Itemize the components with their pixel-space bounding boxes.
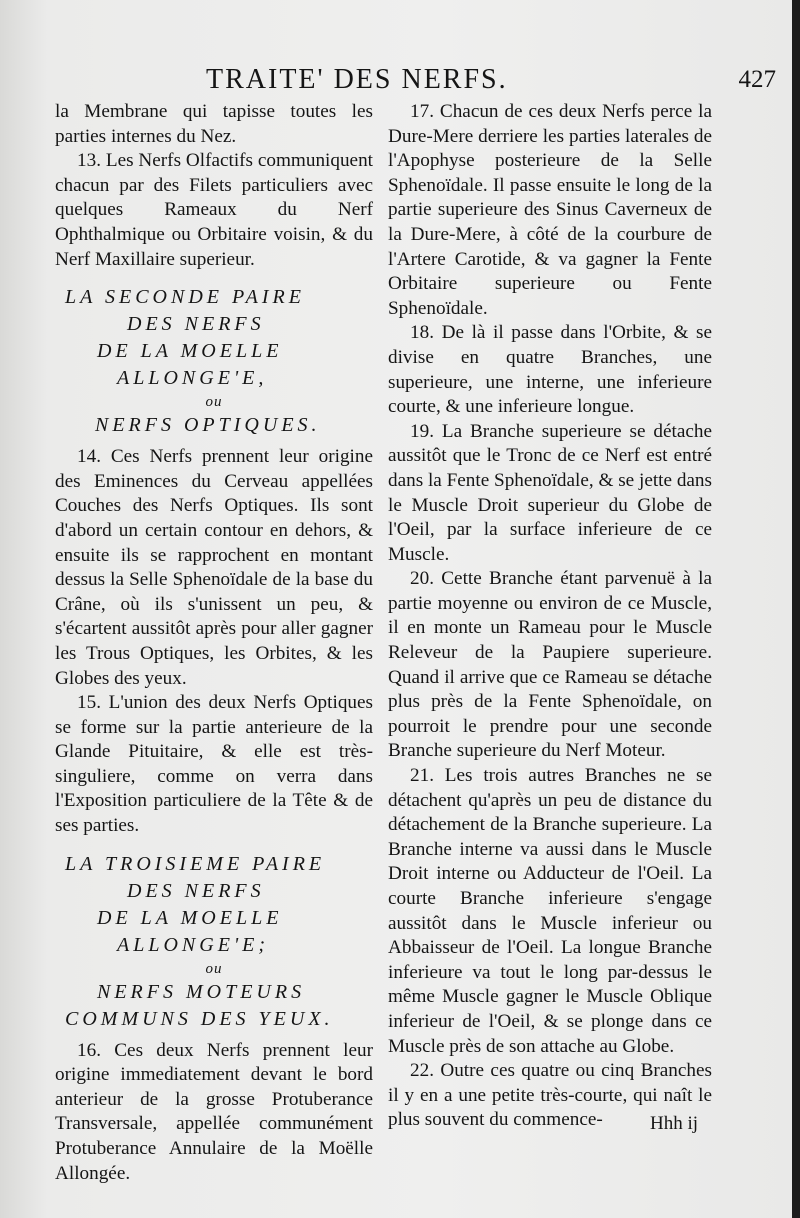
section-heading-third-pair [55, 851, 373, 1033]
paragraph-22: 22. Outre ces quatre ou cinq Branches il y en a une petite très-courte, qui naît le plus souvent du commence- [388, 1060, 712, 1131]
paragraph-18: 18. De là il passe dans l'Orbite, & se divise en quatre Branches, une superieure, une interne, une inferieure courte, & une inferieure longue. [388, 322, 712, 418]
section-heading-second-pair [55, 284, 373, 439]
heading-line: NERFS OPTIQUES. [95, 414, 321, 437]
paragraph-21: 21. Les trois autres Branches ne se détachent qu'après un peu de distance du détachement de la Branche superieure. La Branche interne va aussi dans le Muscle Droit interne ou Adducteur de l'Oeil. La courte Branche inferieure s'engage aussitôt dans le Muscle inferieur ou Abbaisseur de l'Oeil. La longue Branche inferieure va tout le long par-dessus le même Muscle gagner le Muscle Oblique inferieur de l'Oeil, & se plonge dans ce Muscle près de son attache au Globe. [388, 765, 712, 1057]
right-column [388, 100, 712, 1133]
paragraph-13: 13. Les Nerfs Olfactifs communiquent chacun par des Filets particuliers avec quelques Rameaux du Nerf Ophthalmique ou Orbitaire voisin, & du Nerf Maxillaire superieur. [55, 150, 373, 270]
heading-line: DE LA MOELLE [97, 906, 283, 929]
paragraph-20: 20. Cette Branche étant parvenuë à la partie moyenne ou environ de ce Muscle, il en monte un Rameau pour le Muscle Releveur de la Paupiere superieure. Quand il arrive que ce Rameau se détache plus près de la Fente Sphenoïdale, on pourroit le prendre pour une seconde Branche superieure du Nerf Moteur. [388, 568, 712, 762]
heading-ou: ou [205, 394, 223, 411]
heading-line: DE LA MOELLE [97, 340, 283, 363]
heading-line: NERFS MOTEURS [97, 980, 306, 1003]
page-number: 427 [738, 66, 776, 93]
heading-ou: ou [205, 960, 223, 977]
paragraph-14: 14. Ces Nerfs prennent leur origine des Eminences du Cerveau appellées Couches des Nerfs Optiques. Ils sont d'abord un certain contour en dehors, & ensuite ils se rapprochent en montant dessus la Selle Sphenoïdale de la base du Crâne, où ils s'unissent un peu, & s'écartent aussitôt après pour aller gagner les Trous Optiques, les Orbites, & les Globes des yeux. [55, 446, 373, 689]
left-column [55, 100, 373, 1186]
heading-line: COMMUNS DES YEUX. [65, 1007, 334, 1030]
heading-line: DES NERFS [127, 313, 265, 336]
running-title: TRAITE' DES NERFS. [206, 64, 508, 95]
paragraph-19: 19. La Branche superieure se détache aussitôt que le Tronc de ce Nerf est entré dans la Fente Sphenoïdale, & se jette dans le Muscle Droit superieur du Globe de l'Oeil, par la surface inferieure de ce Muscle. [388, 420, 712, 565]
heading-line: ALLONGE'E, [117, 367, 268, 390]
heading-line: ALLONGE'E; [117, 933, 270, 956]
paragraph-15: 15. L'union des deux Nerfs Optiques se forme sur la partie anterieure de la Glande Pituitaire, & elle est très-singuliere, comme on verra dans l'Exposition particuliere de la Tête & de ses parties. [55, 692, 373, 837]
paragraph-16: 16. Ces deux Nerfs prennent leur origine immediatement devant le bord anterieur de la grosse Protuberance Transversale, appellée communément Protuberance Annulaire de la Moëlle Allongée. [55, 1039, 373, 1184]
heading-line: DES NERFS [127, 879, 265, 902]
page-header [60, 60, 780, 100]
heading-line: LA SECONDE PAIRE [65, 286, 305, 309]
signature-mark: Hhh ij [650, 1113, 699, 1134]
heading-line: LA TROISIEME PAIRE [65, 852, 326, 875]
paragraph-intro: la Membrane qui tapisse toutes les parties internes du Nez. [55, 101, 373, 147]
paragraph-17: 17. Chacun de ces deux Nerfs perce la Dure-Mere derriere les parties laterales de l'Apophyse posterieure de la Selle Sphenoïdale. Il passe ensuite le long de la partie superieure des Sinus Caverneux de la Dure-Mere, à côté de la courbure de l'Artere Carotide, & va gagner la Fente Orbitaire superieure ou Fente Sphenoïdale. [388, 101, 712, 319]
